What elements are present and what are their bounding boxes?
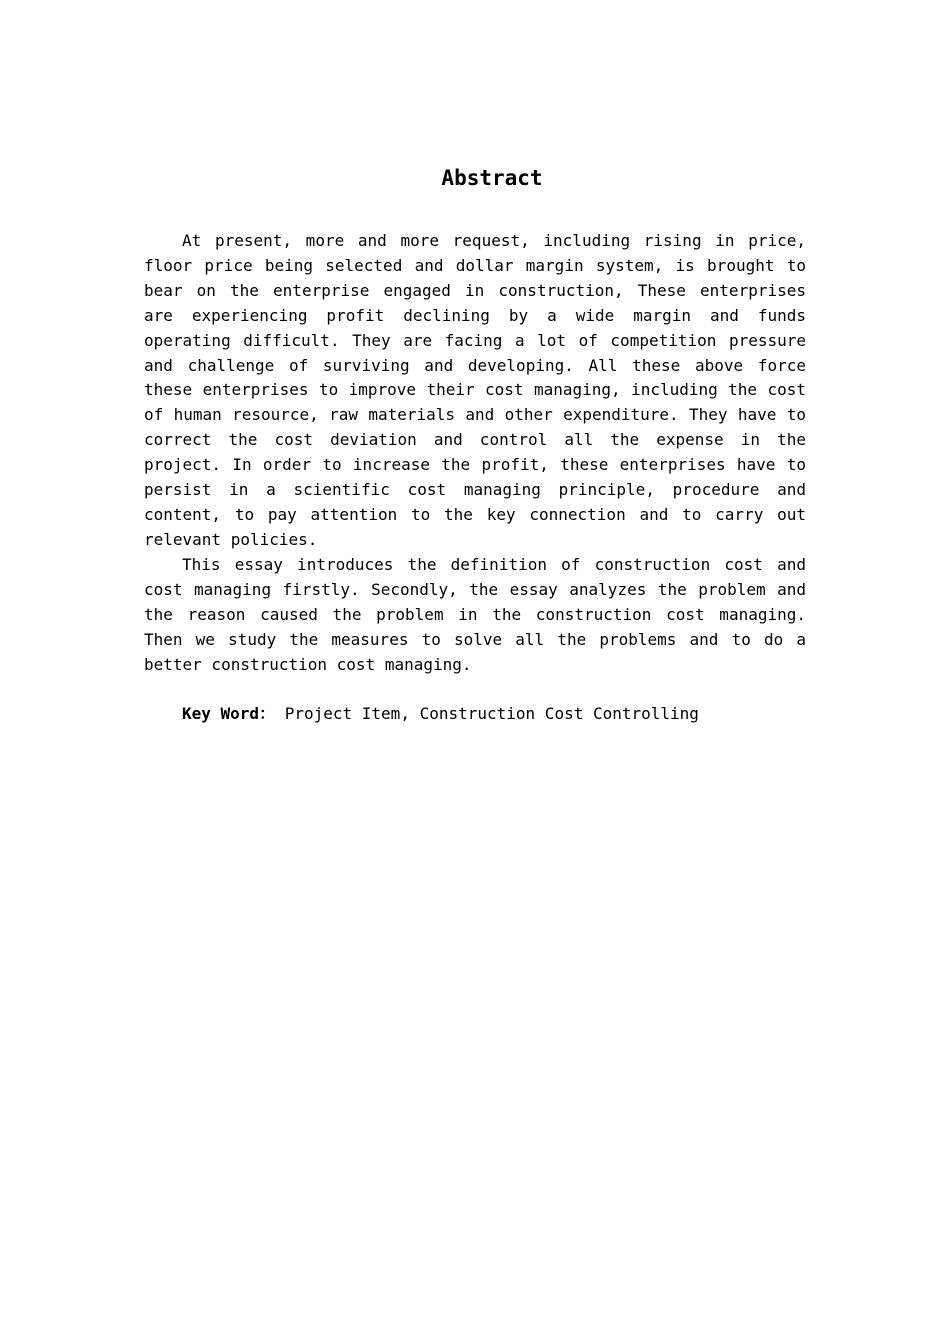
abstract-title: Abstract	[441, 166, 543, 190]
abstract-paragraph-2: This essay introduces the definition of construction cost and cost managing firstly. Secondly, the essay analyzes the problem and the reason caused the problem in the construction cost managing. Then we study the measures to solve all the problems and to do a better construction cost managing.	[144, 555, 806, 674]
keywords-value: Project Item, Construction Cost Controlling	[284, 704, 699, 723]
keywords-line	[182, 702, 699, 727]
keywords-label: Key Word：	[182, 704, 276, 723]
abstract-paragraph-1: At present, more and more request, including rising in price, floor price being selected and dollar margin system, is brought to bear on the enterprise engaged in construction, These enterprises are experiencing profit declining by a wide margin and funds operating difficult. They are facing a lot of competition pressure and challenge of surviving and developing. All these above force these enterprises to improve their cost managing, including the cost of human resource, raw materials and other expenditure. They have to correct the cost deviation and control all the expense in the project. In order to increase the profit, these enterprises have to persist in a scientific cost managing principle, procedure and content, to pay attention to the key connection and to carry out relevant policies.	[144, 231, 806, 549]
